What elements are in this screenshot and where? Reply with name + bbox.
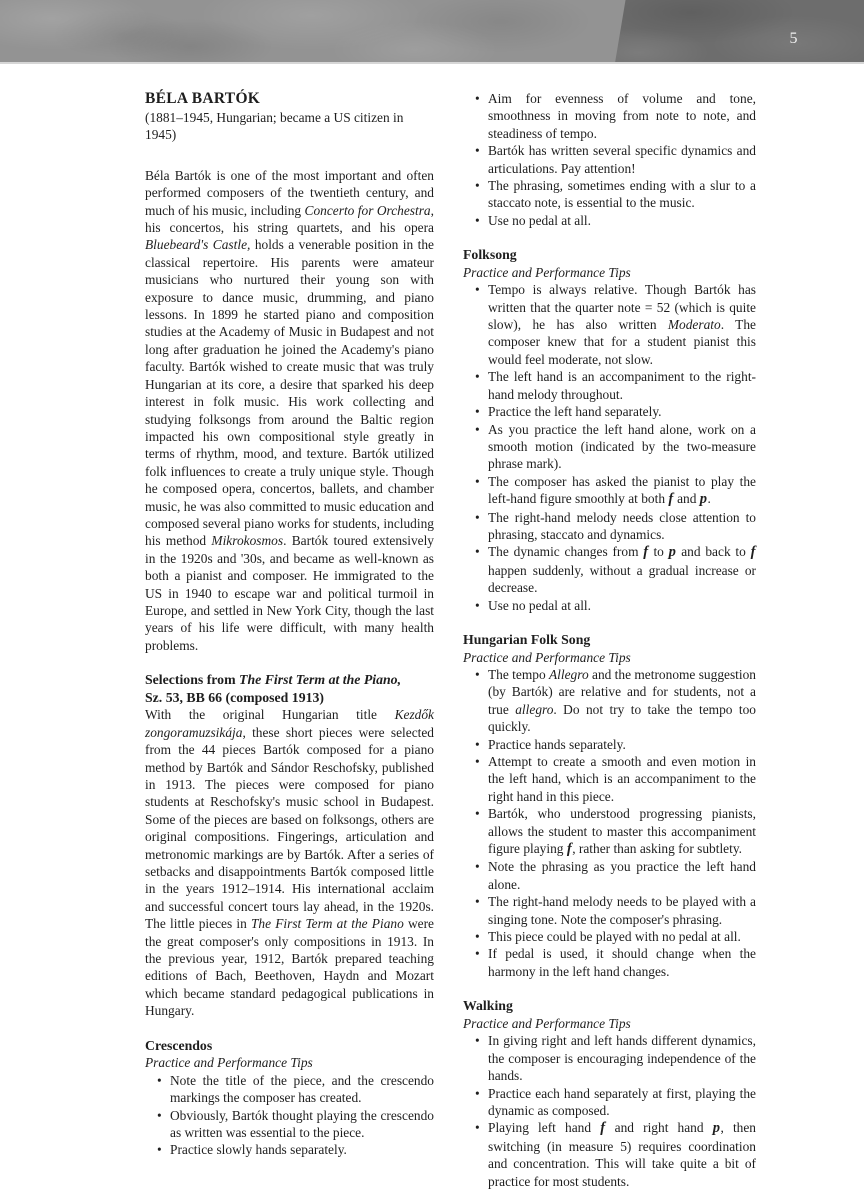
- tip-item: • The composer has asked the pianist to play the left-hand figure smoothly at both f and p.: [475, 473, 756, 509]
- tip-item: • Bartók, who understood progressing pianists, allows the student to master this accompaniment figure playing f, rather than asking for subtlety.: [475, 805, 756, 858]
- walking-tips-list: [463, 1032, 756, 1190]
- crescendos-tips-continued: [463, 90, 756, 229]
- crescendos-tips-list: [145, 1072, 434, 1159]
- tips-label: Practice and Performance Tips: [463, 1015, 631, 1031]
- selections-heading-line1: Selections from The First Term at the Piano,: [145, 672, 402, 688]
- tip-item: • The phrasing, sometimes ending with a slur to a staccato note, is essential to the music.: [475, 177, 756, 212]
- page-header-band: [0, 0, 864, 64]
- tips-label: Practice and Performance Tips: [463, 649, 631, 665]
- tip-item: • In giving right and left hands different dynamics, the composer is encouraging independence of the hands.: [475, 1032, 756, 1084]
- tip-item: • Practice the left hand separately.: [475, 403, 756, 420]
- tip-item: • Note the phrasing as you practice the left hand alone.: [475, 858, 756, 893]
- section-title-crescendos: Crescendos: [145, 1037, 213, 1053]
- tip-item: • Aim for evenness of volume and tone, smoothness in moving from note to note, and steadiness of tempo.: [475, 90, 756, 142]
- composer-dates: (1881–1945, Hungarian; became a US citizen in 1945): [145, 110, 404, 143]
- tip-item: • As you practice the left hand alone, work on a smooth motion (indicated by the two-measure phrase mark).: [475, 421, 756, 473]
- tip-item: • Use no pedal at all.: [475, 597, 756, 614]
- tips-label: Practice and Performance Tips: [145, 1055, 313, 1071]
- folksong-tips-list: [463, 281, 756, 614]
- tip-item: • Tempo is always relative. Though Bartók has written that the quarter note = 52 (which is quite slow), he has also written Moderato. The composer knew that for a student pianist this would feel moderate, not slow.: [475, 281, 756, 368]
- section-title-hungarian-folk-song: Hungarian Folk Song: [463, 631, 591, 647]
- hungarian-folk-song-tips-list: [463, 666, 756, 980]
- tip-item: • Note the title of the piece, and the crescendo markings the composer has created.: [157, 1072, 434, 1107]
- tip-item: • This piece could be played with no pedal at all.: [475, 928, 756, 945]
- tips-label: Practice and Performance Tips: [463, 264, 631, 280]
- header-dark-corner: [0, 0, 864, 62]
- composer-bio-paragraph: Béla Bartók is one of the most important and often performed composers of the twentieth century, and much of his music, including Concerto for Orchestra, his concertos, his string quartets, and his opera Bluebeard's Castle, holds a venerable position in the classical repertoire. His parents were amateur musicians who nurtured their young son with exposure to dance music, drumming, and piano lessons. In 1899 he started piano and composition studies at the Academy of Music in Budapest and not long after graduation he joined the Academy's piano faculty. Bartók wished to create music that was truly Hungarian at its core, a desire that sparked his deep interest in folk music. His work collecting and studying folksongs from around the Baltic region impacted his own compositional style greatly in terms of rhythm, mood, and texture. Bartók utilized folk influences to create a truly unique style. Though he composed opera, concertos, ballets, and chamber music, he was also committed to music education and composed several piano works for students, including his method Mikrokosmos. Bartók toured extensively in the 1920s and '30s, and became as well-known as both a pianist and composer. He immigrated to the US in 1940 to escape war and political turmoil in Europe, and settled in New York City, though the last years of his life were difficult, with many health problems.: [145, 167, 434, 653]
- composer-title: BÉLA BARTÓK: [145, 90, 261, 107]
- tip-item: • Obviously, Bartók thought playing the crescendo as written was essential to the piece.: [157, 1107, 434, 1142]
- tip-item: • Practice slowly hands separately.: [157, 1141, 434, 1158]
- tip-item: • If pedal is used, it should change when the harmony in the left hand changes.: [475, 945, 756, 980]
- tip-item: • Practice hands separately.: [475, 736, 756, 753]
- tip-item: • The right-hand melody needs to be played with a singing tone. Note the composer's phrasing.: [475, 893, 756, 928]
- tip-item: • The left hand is an accompaniment to the right-hand melody throughout.: [475, 368, 756, 403]
- tip-item: • The tempo Allegro and the metronome suggestion (by Bartók) are relative and for students, not a true allegro. Do not try to take the tempo too quickly.: [475, 666, 756, 736]
- section-title-folksong: Folksong: [463, 247, 517, 263]
- left-column: [145, 90, 434, 1159]
- selections-heading-line2: Sz. 53, BB 66 (composed 1913): [145, 689, 324, 705]
- section-title-walking: Walking: [463, 998, 513, 1014]
- page-number: 5: [789, 30, 798, 47]
- tip-item: • Practice each hand separately at first, playing the dynamic as composed.: [475, 1085, 756, 1120]
- right-column: [463, 90, 756, 1190]
- tip-item: • Use no pedal at all.: [475, 212, 756, 229]
- tip-item: • The right-hand melody needs close attention to phrasing, staccato and dynamics.: [475, 509, 756, 544]
- tip-item: • The dynamic changes from f to p and back to f happen suddenly, without a gradual increase or decrease.: [475, 543, 756, 596]
- selections-paragraph: With the original Hungarian title Kezdők zongoramuzsikája, these short pieces were selected from the 44 pieces Bartók composed for a piano method by Bartók and Sándor Reschofsky, published in 1913. The pieces were composed for piano students at Reschofsky's music school in Budapest. Some of the pieces are based on folksongs, others are original compositions. Fingerings, articulation and metronomic markings are by Bartók. After a series of setbacks and disappointments Bartók composed little in the years 1912–1914. His international acclaim and successful concert tours lay ahead, in the 1920s. The little pieces in The First Term at the Piano were the great composer's only compositions in 1913. In the previous year, 1912, Bartók prepared teaching editions of Bach, Beethoven, Haydn and Mozart which became standard pedagogical publications in Hungary.: [145, 707, 434, 1019]
- tip-item: • Attempt to create a smooth and even motion in the left hand, which is an accompaniment to the right hand in this piece.: [475, 753, 756, 805]
- tip-item: • Bartók has written several specific dynamics and articulations. Pay attention!: [475, 142, 756, 177]
- tip-item: • Playing left hand f and right hand p, then switching (in measure 5) requires coordination and concentration. This will take quite a bit of practice for most students.: [475, 1119, 756, 1190]
